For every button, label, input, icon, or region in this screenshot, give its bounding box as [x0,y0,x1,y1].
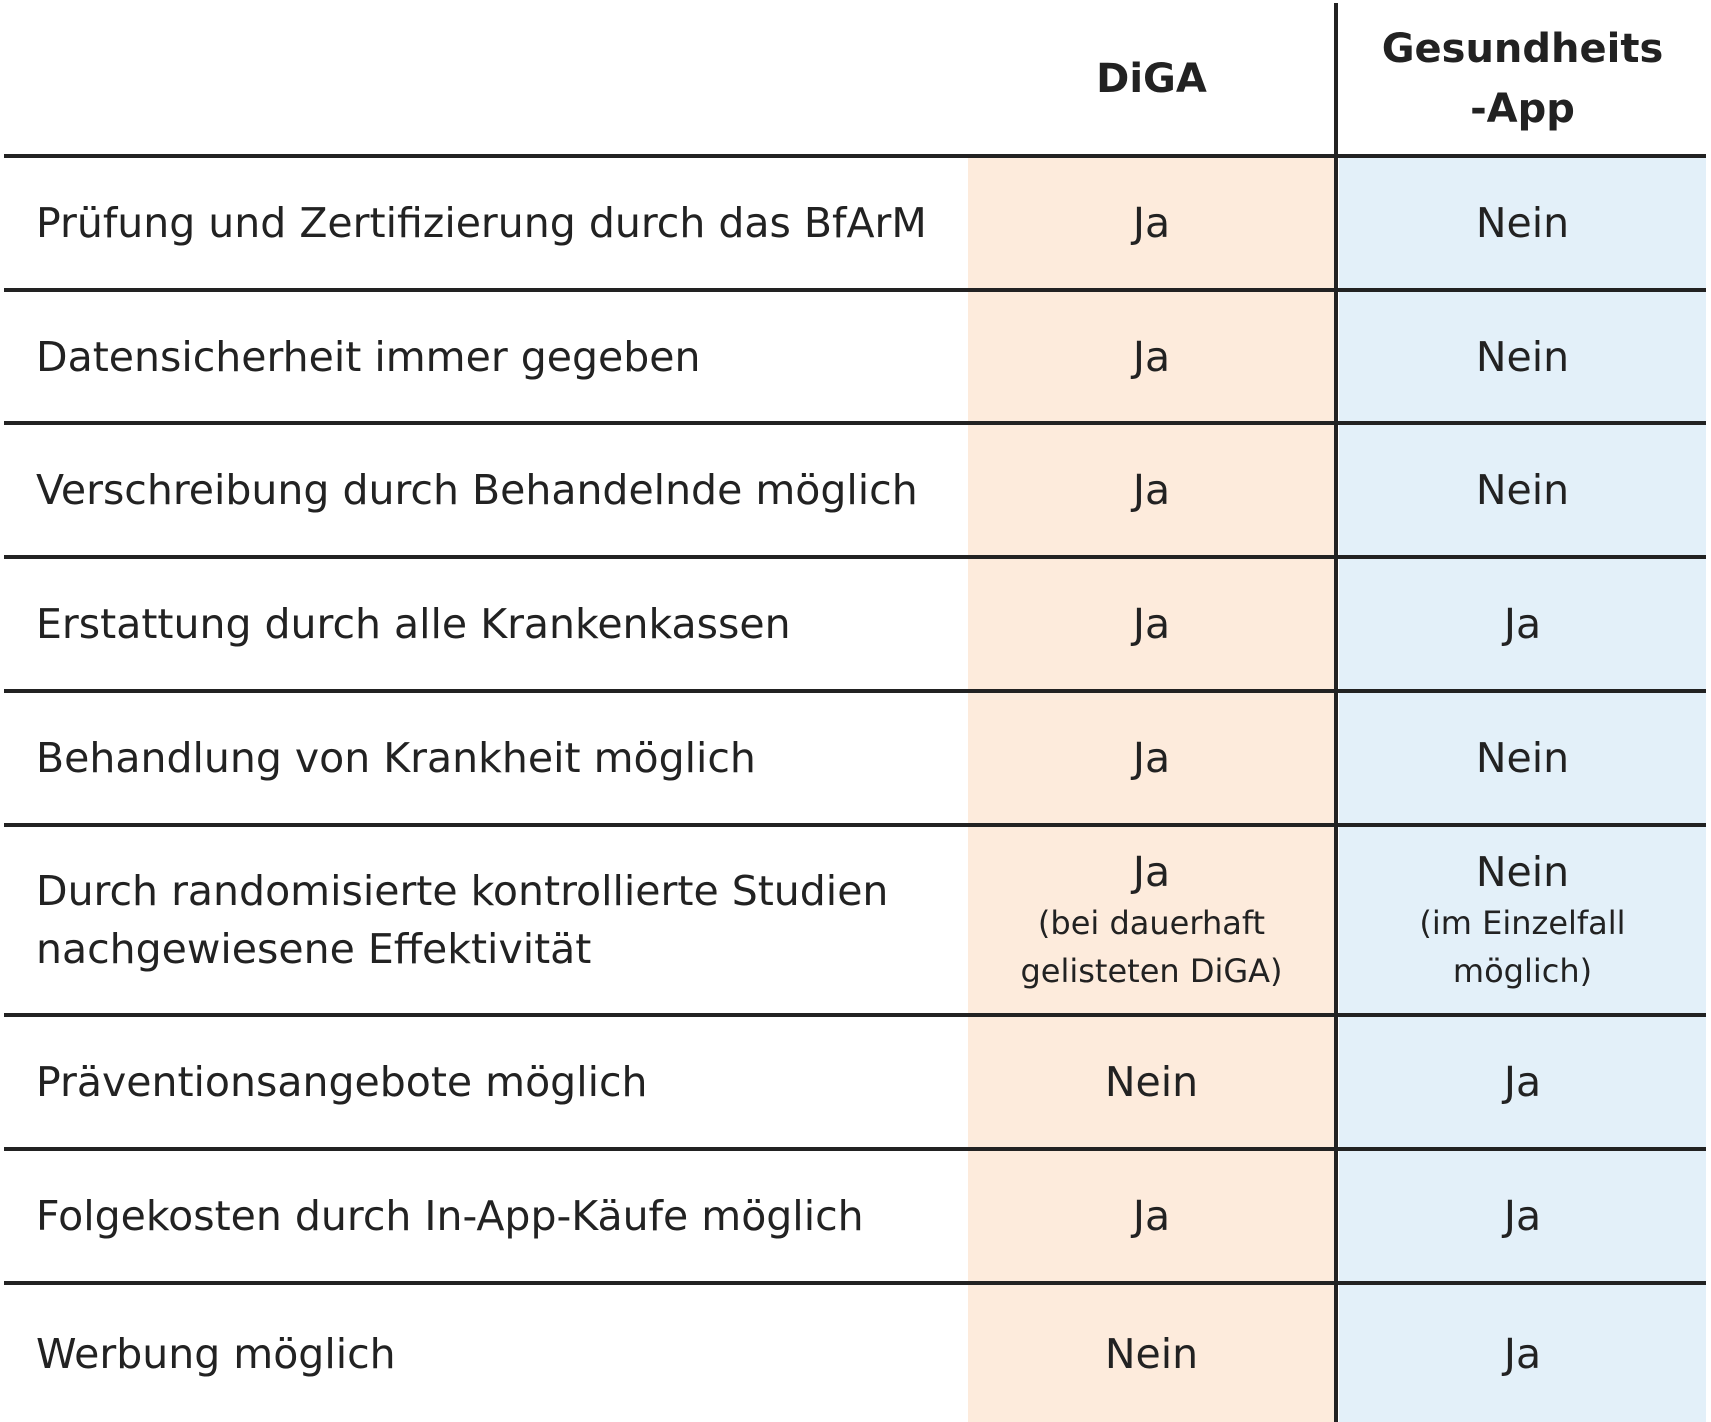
header-gesundheits-app [1339,0,1706,158]
app-value-text: Ja [1503,600,1542,648]
table-row [0,292,1706,421]
diga-value-text: Ja [1132,848,1171,896]
row-label-line2: nachgewiesene Effektivität [36,925,592,973]
app-value [1339,693,1706,823]
diga-value [968,425,1335,555]
table-row [0,425,1706,555]
row-label: Verschreibung durch Behandelnde möglich [36,466,918,514]
app-value [1339,1017,1706,1147]
diga-value [968,292,1335,421]
app-value [1339,292,1706,421]
diga-value-text: Ja [1132,199,1171,247]
app-value [1339,559,1706,689]
row-label [36,827,956,1013]
table-header [0,0,1706,158]
table-row [0,559,1706,689]
app-value-text: Ja [1503,1329,1542,1378]
row-label: Prüfung und Zertifizierung durch das BfArM [36,199,927,247]
app-value-note-line2: möglich) [1452,952,1593,990]
diga-value-note-line2: gelisteten DiGA) [1020,952,1283,990]
diga-value-text: Ja [1132,734,1171,782]
diga-value [968,559,1335,689]
table-row [0,693,1706,823]
diga-value-text: Nein [1104,1329,1199,1378]
diga-value [968,827,1335,1013]
app-value-note-line1: (im Einzelfall [1419,904,1626,942]
app-value-text: Ja [1503,1192,1542,1240]
header-app-label-line2: -App [1470,86,1575,132]
row-label: Folgekosten durch In-App-Käufe möglich [36,1192,864,1240]
app-value [1339,1151,1706,1281]
app-value-text: Nein [1475,734,1570,782]
column-divider [1334,3,1338,1422]
app-value [1339,425,1706,555]
app-value-text: Nein [1475,466,1570,514]
table-row [0,827,1706,1013]
diga-value-text: Nein [1104,1058,1199,1106]
diga-value-text: Ja [1132,466,1171,514]
app-value-text: Nein [1475,848,1570,896]
app-value [1339,158,1706,288]
diga-value-text: Ja [1132,600,1171,648]
table-row [0,158,1706,288]
app-value-text: Ja [1503,1058,1542,1106]
diga-value-text: Ja [1132,332,1171,381]
table-row [0,1151,1706,1281]
row-label-line1: Durch randomisierte kontrollierte Studien [36,867,889,915]
header-app-label-line1: Gesundheits [1381,26,1664,72]
app-value-text: Nein [1475,332,1570,381]
diga-value [968,1017,1335,1147]
row-label: Werbung möglich [36,1329,396,1378]
app-value [1339,1285,1706,1422]
row-label: Behandlung von Krankheit möglich [36,734,756,782]
table-row [0,1017,1706,1147]
diga-value [968,1285,1335,1422]
diga-value [968,693,1335,823]
diga-value-text: Ja [1132,1192,1171,1240]
app-value [1339,827,1706,1013]
row-label: Datensicherheit immer gegeben [36,332,701,381]
row-label: Präventionsangebote möglich [36,1058,648,1106]
table-row [0,1285,1706,1422]
header-diga-label: DiGA [1096,56,1207,102]
diga-value [968,158,1335,288]
diga-value-note-line1: (bei dauerhaft [1037,904,1266,942]
header-diga [968,0,1335,158]
row-label: Erstattung durch alle Krankenkassen [36,600,791,648]
diga-value [968,1151,1335,1281]
app-value-text: Nein [1475,199,1570,247]
